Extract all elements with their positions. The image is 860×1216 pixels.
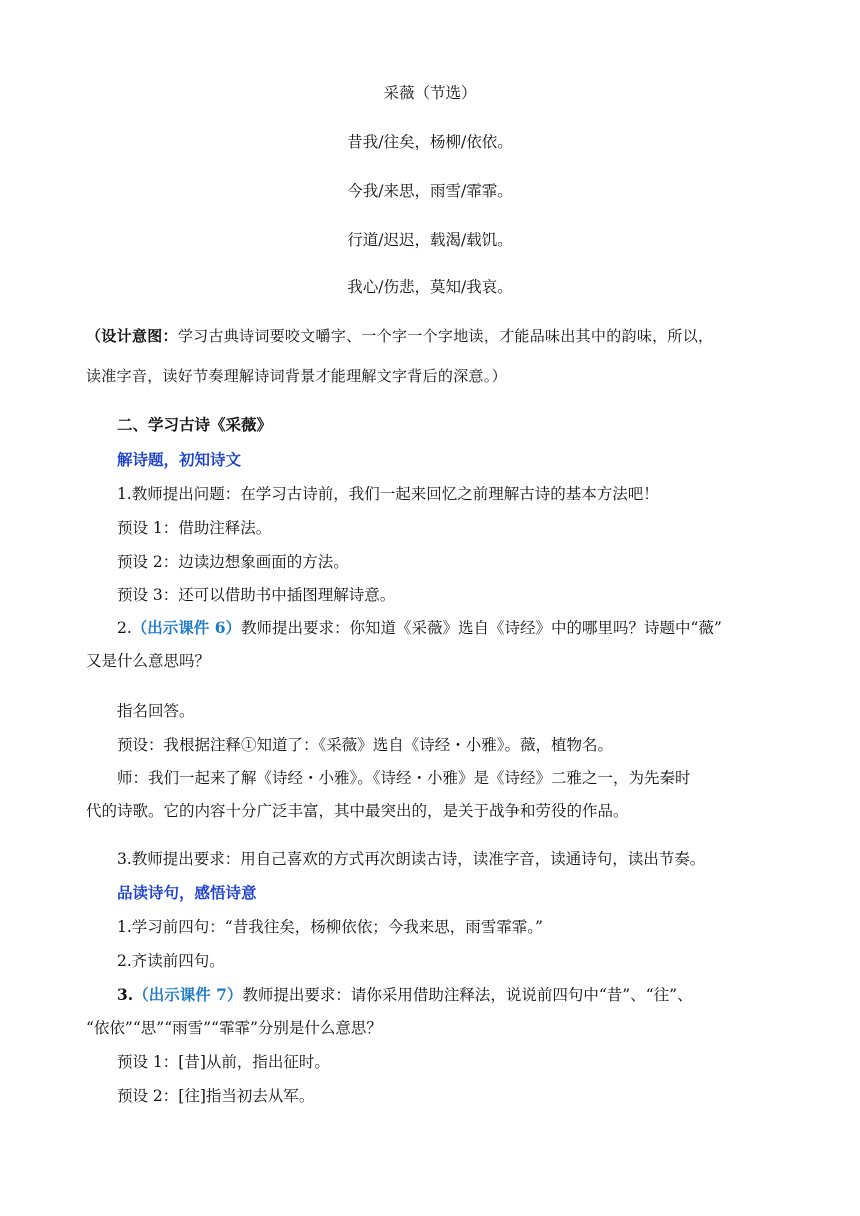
definition-2: 预设 2：[往]指当初去从军。: [117, 1087, 315, 1105]
study-item-3-text: 教师提出要求：请你采用借助注释法，说说前四句中“昔”、“往”、: [242, 986, 693, 1004]
poem-line-1: 昔我/往矣，杨柳/依依。: [347, 133, 513, 151]
question-2-number: 2.: [117, 619, 132, 637]
poem-line-3: 行道/迟迟，载渴/载饥。: [347, 231, 513, 249]
question-2-text: 教师提出要求：你知道《采薇》选自《诗经》中的哪里吗？诗题中“薇”: [240, 619, 722, 637]
preset-2: 预设 2：边读边想象画面的方法。: [117, 553, 349, 571]
study-item-3-line-2: “依依”“思”“雨雪”“霏霏”分别是什么意思？: [86, 1019, 382, 1037]
section-heading: 二、学习古诗《采薇》: [117, 415, 273, 434]
preset-answer: 预设：我根据注释①知道了：《采薇》选自《诗经・小雅》。薇，植物名。: [117, 736, 614, 754]
preset-3: 预设 3：还可以借助书中插图理解诗意。: [117, 586, 396, 604]
design-intent-line-1: [86, 326, 713, 346]
question-2: [117, 618, 722, 638]
definition-1: 预设 1：[昔]从前，指出征时。: [117, 1053, 330, 1071]
preset-1: 预设 1：借助注释法。: [117, 519, 272, 537]
poem-title: 采薇（节选）: [383, 84, 477, 102]
design-intent-label: （设计意图：: [86, 327, 178, 345]
teacher-line-2: 代的诗歌。它的内容十分广泛丰富，其中最突出的，是关于战争和劳役的作品。: [86, 802, 629, 820]
design-intent-text-1: 学习古典诗词要咬文嚼字、一个字一个字地读，才能品味出其中的韵味，所以，: [177, 327, 714, 345]
study-item-3-number: 3.: [117, 985, 134, 1004]
courseware-tag-6: （出示课件 6）: [131, 618, 241, 637]
answer-prompt: 指名回答。: [117, 702, 195, 720]
study-item-3: [117, 985, 693, 1005]
question-3: 3.教师提出要求：用自己喜欢的方式再次朗读古诗，读准字音，读通诗句，读出节奏。: [117, 850, 706, 868]
courseware-tag-7: （出示课件 7）: [133, 985, 243, 1004]
question-2-line-2: 又是什么意思吗？: [86, 652, 211, 670]
teacher-line-1: 师：我们一起来了解《诗经・小雅》。《诗经・小雅》是《诗经》二雅之一，为先秦时: [117, 769, 691, 787]
study-item-1: 1.学习前四句：“昔我往矣，杨柳依依；今我来思，雨雪霏霏。”: [117, 918, 543, 936]
poem-line-4: 我心/伤悲，莫知/我哀。: [347, 278, 513, 296]
poem-line-2: 今我/来思，雨雪/霏霏。: [347, 182, 513, 200]
study-item-2: 2.齐读前四句。: [117, 952, 225, 970]
subheading-poem-title: 解诗题，初知诗文: [117, 450, 242, 469]
design-intent-line-2: 读准字音，读好节奏理解诗词背景才能理解文字背后的深意。）: [86, 367, 507, 385]
subheading-savor: 品读诗句，感悟诗意: [117, 883, 257, 902]
question-1: 1.教师提出问题：在学习古诗前，我们一起来回忆之前理解古诗的基本方法吧！: [117, 485, 659, 503]
